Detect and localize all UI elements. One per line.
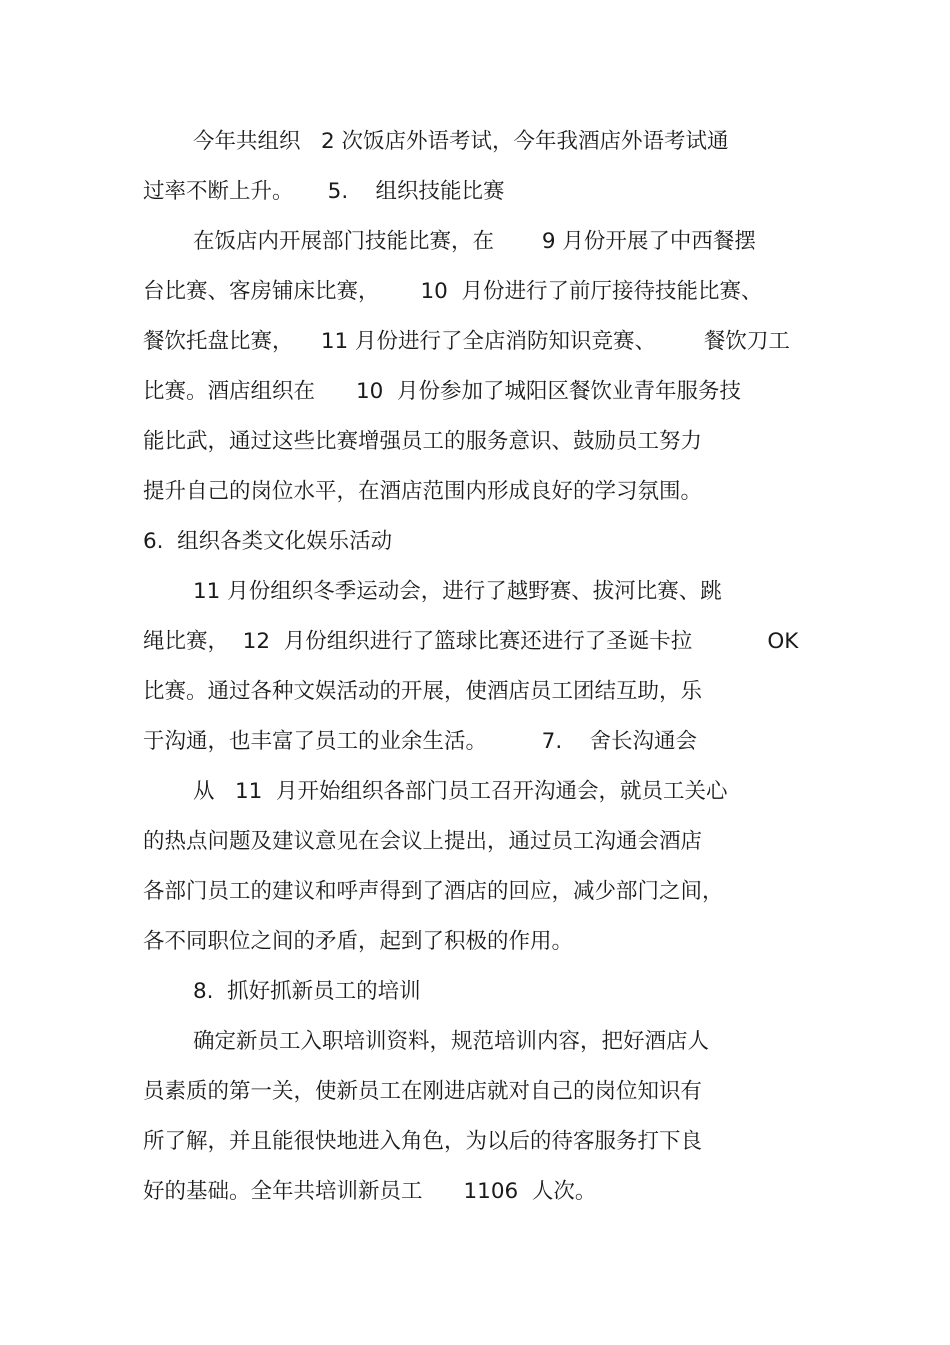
paragraph-line: 能比武，通过这些比赛增强员工的服务意识、鼓励员工努力: [143, 429, 703, 454]
section-heading: 6. 组织各类文化娱乐活动: [143, 529, 393, 554]
paragraph-line: 比赛。酒店组织在 10 月份参加了城阳区餐饮业青年服务技: [143, 379, 742, 404]
paragraph-line: 餐饮托盘比赛， 11 月份进行了全店消防知识竞赛、 餐饮刀工: [143, 329, 790, 354]
paragraph-line: 台比赛、客房铺床比赛， 10 月份进行了前厅接待技能比赛、: [143, 279, 763, 304]
paragraph-line: 在饭店内开展部门技能比赛，在 9 月份开展了中西餐摆: [193, 229, 756, 254]
paragraph-line: 确定新员工入职培训资料，规范培训内容，把好酒店人: [193, 1029, 710, 1054]
paragraph-line: 的热点问题及建议意见在会议上提出，通过员工沟通会酒店: [143, 829, 703, 854]
paragraph-line: 比赛。通过各种文娱活动的开展，使酒店员工团结互助，乐: [143, 679, 703, 704]
paragraph-line: 今年共组织 2 次饭店外语考试，今年我酒店外语考试通: [193, 129, 729, 154]
paragraph-line: 11 月份组织冬季运动会，进行了越野赛、拔河比赛、跳: [193, 579, 722, 604]
section-heading: 8. 抓好抓新员工的培训: [193, 979, 421, 1004]
paragraph-line: 各部门员工的建议和呼声得到了酒店的回应，减少部门之间，: [143, 879, 724, 904]
paragraph-line: 过率不断上升。 5. 组织技能比赛: [143, 179, 505, 204]
paragraph-line: 提升自己的岗位水平，在酒店范围内形成良好的学习氛围。: [143, 479, 703, 504]
paragraph-line: 各不同职位之间的矛盾，起到了积极的作用。: [143, 929, 574, 954]
paragraph-line: 绳比赛， 12 月份组织进行了篮球比赛还进行了圣诞卡拉 OK: [143, 629, 799, 654]
paragraph-line: 于沟通，也丰富了员工的业余生活。 7. 舍长沟通会: [143, 729, 698, 754]
paragraph-line: 员素质的第一关，使新员工在刚进店就对自己的岗位知识有: [143, 1079, 703, 1104]
paragraph-line: 好的基础。全年共培训新员工 1106 人次。: [143, 1179, 597, 1204]
paragraph-line: 从 11 月开始组织各部门员工召开沟通会，就员工关心: [193, 779, 728, 804]
paragraph-line: 所了解，并且能很快地进入角色，为以后的待客服务打下良: [143, 1129, 703, 1154]
